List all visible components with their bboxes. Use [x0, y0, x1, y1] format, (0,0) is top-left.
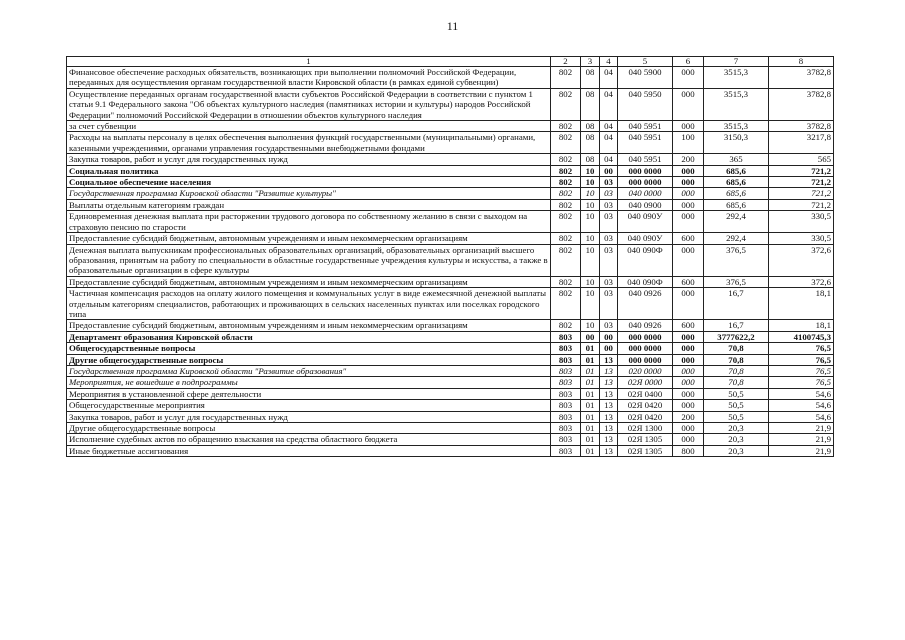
expense-type-code: 600	[673, 276, 704, 287]
item-name: Общегосударственные вопросы	[67, 343, 551, 354]
amount-year-1: 685,6	[704, 165, 769, 176]
item-name: Предоставление субсидий бюджетным, автономным учреждениям и иным некоммерческим организациям	[67, 233, 551, 244]
target-article-code: 000 0000	[618, 354, 673, 365]
table-row	[67, 177, 834, 188]
amount-year-1: 685,6	[704, 188, 769, 199]
admin-code: 802	[551, 67, 581, 89]
expense-type-code: 000	[673, 388, 704, 399]
table-row	[67, 233, 834, 244]
admin-code: 803	[551, 400, 581, 411]
amount-year-2: 330,5	[769, 233, 834, 244]
budget-table	[66, 56, 834, 457]
amount-year-1: 3515,3	[704, 88, 769, 120]
table-row	[67, 244, 834, 276]
item-name: Другие общегосударственные вопросы	[67, 354, 551, 365]
admin-code: 802	[551, 188, 581, 199]
section-code: 10	[581, 177, 600, 188]
expense-type-code: 000	[673, 343, 704, 354]
admin-code: 802	[551, 199, 581, 210]
table-row	[67, 199, 834, 210]
target-article-code: 040 5951	[618, 132, 673, 154]
column-number: 6	[673, 57, 704, 67]
expense-type-code: 000	[673, 88, 704, 120]
section-code: 08	[581, 88, 600, 120]
subsection-code: 03	[600, 211, 618, 233]
subsection-code: 03	[600, 199, 618, 210]
amount-year-1: 50,5	[704, 400, 769, 411]
target-article-code: 02Я 0400	[618, 388, 673, 399]
expense-type-code: 000	[673, 365, 704, 376]
target-article-code: 040 5950	[618, 88, 673, 120]
subsection-code: 03	[600, 244, 618, 276]
admin-code: 803	[551, 411, 581, 422]
section-code: 01	[581, 434, 600, 445]
section-code: 08	[581, 132, 600, 154]
expense-type-code: 000	[673, 188, 704, 199]
section-code: 10	[581, 188, 600, 199]
section-code: 10	[581, 288, 600, 320]
table-row	[67, 211, 834, 233]
admin-code: 802	[551, 276, 581, 287]
amount-year-2: 3217,8	[769, 132, 834, 154]
section-code: 10	[581, 233, 600, 244]
admin-code: 803	[551, 365, 581, 376]
amount-year-1: 292,4	[704, 211, 769, 233]
expense-type-code: 000	[673, 177, 704, 188]
admin-code: 803	[551, 423, 581, 434]
subsection-code: 03	[600, 320, 618, 331]
amount-year-2: 721,2	[769, 177, 834, 188]
subsection-code: 03	[600, 188, 618, 199]
admin-code: 802	[551, 165, 581, 176]
subsection-code: 03	[600, 233, 618, 244]
subsection-code: 00	[600, 165, 618, 176]
subsection-code: 04	[600, 88, 618, 120]
amount-year-2: 54,6	[769, 388, 834, 399]
expense-type-code: 200	[673, 154, 704, 165]
item-name: Мероприятия, не вошедшие в подпрограммы	[67, 377, 551, 388]
section-code: 08	[581, 154, 600, 165]
table-row	[67, 188, 834, 199]
expense-type-code: 600	[673, 320, 704, 331]
admin-code: 803	[551, 377, 581, 388]
table-row	[67, 331, 834, 342]
table-row	[67, 411, 834, 422]
expense-type-code: 000	[673, 211, 704, 233]
amount-year-2: 721,2	[769, 199, 834, 210]
table-row	[67, 276, 834, 287]
item-name: Исполнение судебных актов по обращению взыскания на средства областного бюджета	[67, 434, 551, 445]
expense-type-code: 000	[673, 121, 704, 132]
subsection-code: 13	[600, 423, 618, 434]
table-row	[67, 121, 834, 132]
expense-type-code: 000	[673, 67, 704, 89]
subsection-code: 03	[600, 177, 618, 188]
amount-year-2: 3782,8	[769, 121, 834, 132]
table-row	[67, 388, 834, 399]
item-name: Единовременная денежная выплата при расторжении трудового договора по собственному желанию в связи с выходом на страховую пенсию по старости	[67, 211, 551, 233]
item-name: Расходы на выплаты персоналу в целях обеспечения выполнения функций государственными (муниципальными) органами, казенными учреждениями, органами управления государственными внебюджетными фондами	[67, 132, 551, 154]
section-code: 01	[581, 354, 600, 365]
amount-year-1: 3777622,2	[704, 331, 769, 342]
column-number: 3	[581, 57, 600, 67]
item-name: Закупка товаров, работ и услуг для государственных нужд	[67, 154, 551, 165]
amount-year-2: 21,9	[769, 445, 834, 456]
amount-year-1: 365	[704, 154, 769, 165]
subsection-code: 00	[600, 331, 618, 342]
admin-code: 802	[551, 211, 581, 233]
section-code: 01	[581, 388, 600, 399]
table-row	[67, 88, 834, 120]
target-article-code: 040 5900	[618, 67, 673, 89]
section-code: 00	[581, 331, 600, 342]
admin-code: 802	[551, 132, 581, 154]
admin-code: 803	[551, 354, 581, 365]
target-article-code: 040 0000	[618, 188, 673, 199]
amount-year-2: 721,2	[769, 188, 834, 199]
section-code: 01	[581, 423, 600, 434]
target-article-code: 040 090Ф	[618, 276, 673, 287]
amount-year-1: 50,5	[704, 411, 769, 422]
item-name: Предоставление субсидий бюджетным, автономным учреждениям и иным некоммерческим организациям	[67, 276, 551, 287]
amount-year-1: 376,5	[704, 244, 769, 276]
expense-type-code: 100	[673, 132, 704, 154]
section-code: 08	[581, 67, 600, 89]
target-article-code: 040 5951	[618, 154, 673, 165]
admin-code: 803	[551, 445, 581, 456]
expense-type-code: 800	[673, 445, 704, 456]
subsection-code: 00	[600, 343, 618, 354]
item-name: Мероприятия в установленной сфере деятельности	[67, 388, 551, 399]
amount-year-2: 76,5	[769, 354, 834, 365]
section-code: 10	[581, 320, 600, 331]
amount-year-1: 20,3	[704, 434, 769, 445]
table-row	[67, 365, 834, 376]
table-row	[67, 343, 834, 354]
table-row	[67, 423, 834, 434]
admin-code: 803	[551, 343, 581, 354]
expense-type-code: 000	[673, 400, 704, 411]
item-name: Другие общегосударственные вопросы	[67, 423, 551, 434]
section-code: 01	[581, 445, 600, 456]
subsection-code: 13	[600, 377, 618, 388]
amount-year-2: 18,1	[769, 288, 834, 320]
amount-year-2: 3782,8	[769, 67, 834, 89]
amount-year-1: 16,7	[704, 288, 769, 320]
subsection-code: 03	[600, 288, 618, 320]
amount-year-2: 76,5	[769, 343, 834, 354]
subsection-code: 03	[600, 276, 618, 287]
target-article-code: 040 090У	[618, 233, 673, 244]
item-name: Иные бюджетные ассигнования	[67, 445, 551, 456]
expense-type-code: 000	[673, 377, 704, 388]
amount-year-2: 372,6	[769, 244, 834, 276]
table-row	[67, 132, 834, 154]
admin-code: 802	[551, 233, 581, 244]
subsection-code: 13	[600, 445, 618, 456]
admin-code: 802	[551, 320, 581, 331]
amount-year-2: 21,9	[769, 434, 834, 445]
item-name: Осуществление переданных органам государственной власти субъектов Российской Федерации в соответствии с пунктом 1 статьи 9.1 Федерального закона "Об объектах культурного наследия (памятниках истории и культуры) народов Российской Федерации" полномочий Российской Федерации в отношении объектов культурного наследия	[67, 88, 551, 120]
admin-code: 802	[551, 244, 581, 276]
admin-code: 802	[551, 177, 581, 188]
item-name: Социальное обеспечение населения	[67, 177, 551, 188]
section-code: 01	[581, 343, 600, 354]
admin-code: 802	[551, 121, 581, 132]
table-row	[67, 154, 834, 165]
amount-year-1: 16,7	[704, 320, 769, 331]
subsection-code: 04	[600, 154, 618, 165]
section-code: 01	[581, 377, 600, 388]
target-article-code: 040 0926	[618, 288, 673, 320]
table-row	[67, 354, 834, 365]
amount-year-2: 54,6	[769, 411, 834, 422]
column-number: 2	[551, 57, 581, 67]
amount-year-2: 4100745,3	[769, 331, 834, 342]
section-code: 01	[581, 400, 600, 411]
subsection-code: 13	[600, 388, 618, 399]
subsection-code: 04	[600, 67, 618, 89]
item-name: Закупка товаров, работ и услуг для государственных нужд	[67, 411, 551, 422]
amount-year-2: 372,6	[769, 276, 834, 287]
column-number: 1	[67, 57, 551, 67]
amount-year-2: 3782,8	[769, 88, 834, 120]
section-code: 10	[581, 165, 600, 176]
section-code: 01	[581, 411, 600, 422]
target-article-code: 02Я 0000	[618, 377, 673, 388]
item-name: Государственная программа Кировской области "Развитие образования"	[67, 365, 551, 376]
expense-type-code: 000	[673, 354, 704, 365]
admin-code: 802	[551, 88, 581, 120]
amount-year-2: 21,9	[769, 423, 834, 434]
amount-year-1: 20,3	[704, 423, 769, 434]
table-body	[67, 67, 834, 457]
item-name: Департамент образования Кировской области	[67, 331, 551, 342]
amount-year-1: 70,8	[704, 343, 769, 354]
amount-year-1: 685,6	[704, 199, 769, 210]
item-name: за счет субвенции	[67, 121, 551, 132]
item-name: Предоставление субсидий бюджетным, автономным учреждениям и иным некоммерческим организациям	[67, 320, 551, 331]
table-row	[67, 320, 834, 331]
admin-code: 803	[551, 388, 581, 399]
table-row	[67, 288, 834, 320]
amount-year-1: 3515,3	[704, 121, 769, 132]
table-row	[67, 434, 834, 445]
amount-year-1: 685,6	[704, 177, 769, 188]
target-article-code: 020 0000	[618, 365, 673, 376]
item-name: Частичная компенсация расходов на оплату жилого помещения и коммунальных услуг в виде ежемесячной денежной выплаты отдельным категориям специалистов, работающих и проживающих в сельских населенных пунктах или поселках городского типа	[67, 288, 551, 320]
admin-code: 803	[551, 434, 581, 445]
expense-type-code: 000	[673, 434, 704, 445]
amount-year-2: 565	[769, 154, 834, 165]
table-row	[67, 165, 834, 176]
section-code: 01	[581, 365, 600, 376]
page-number: 11	[446, 19, 459, 33]
expense-type-code: 000	[673, 423, 704, 434]
target-article-code: 040 090У	[618, 211, 673, 233]
item-name: Государственная программа Кировской области "Развитие культуры"	[67, 188, 551, 199]
amount-year-1: 3150,3	[704, 132, 769, 154]
target-article-code: 040 5951	[618, 121, 673, 132]
amount-year-2: 18,1	[769, 320, 834, 331]
target-article-code: 040 0926	[618, 320, 673, 331]
item-name: Денежная выплата выпускникам профессиональных образовательных организаций, образовательных организаций высшего образования, принятым на работу по специальности в областные государственные учреждения культуры и искусства, а также в образовательные организации в сфере культуры	[67, 244, 551, 276]
target-article-code: 02Я 0420	[618, 411, 673, 422]
target-article-code: 02Я 1305	[618, 445, 673, 456]
item-name: Выплаты отдельным категориям граждан	[67, 199, 551, 210]
target-article-code: 02Я 1305	[618, 434, 673, 445]
amount-year-1: 50,5	[704, 388, 769, 399]
column-number: 7	[704, 57, 769, 67]
table-row	[67, 400, 834, 411]
target-article-code: 000 0000	[618, 343, 673, 354]
target-article-code: 000 0000	[618, 177, 673, 188]
expense-type-code: 000	[673, 244, 704, 276]
target-article-code: 000 0000	[618, 331, 673, 342]
table-row	[67, 67, 834, 89]
amount-year-1: 70,8	[704, 365, 769, 376]
section-code: 08	[581, 121, 600, 132]
expense-type-code: 200	[673, 411, 704, 422]
admin-code: 802	[551, 288, 581, 320]
amount-year-2: 330,5	[769, 211, 834, 233]
subsection-code: 13	[600, 365, 618, 376]
amount-year-1: 70,8	[704, 377, 769, 388]
subsection-code: 04	[600, 121, 618, 132]
subsection-code: 13	[600, 400, 618, 411]
amount-year-1: 376,5	[704, 276, 769, 287]
column-number: 5	[618, 57, 673, 67]
section-code: 10	[581, 244, 600, 276]
column-number: 4	[600, 57, 618, 67]
section-code: 10	[581, 276, 600, 287]
target-article-code: 02Я 0420	[618, 400, 673, 411]
column-number-row	[67, 57, 834, 67]
amount-year-2: 76,5	[769, 377, 834, 388]
expense-type-code: 000	[673, 331, 704, 342]
target-article-code: 000 0000	[618, 165, 673, 176]
admin-code: 802	[551, 154, 581, 165]
subsection-code: 04	[600, 132, 618, 154]
amount-year-2: 721,2	[769, 165, 834, 176]
item-name: Финансовое обеспечение расходных обязательств, возникающих при выполнении полномочий Российской Федерации, переданных для осуществления органам государственной власти Кировской области (в рамках единой субвенции)	[67, 67, 551, 89]
item-name: Социальная политика	[67, 165, 551, 176]
amount-year-1: 292,4	[704, 233, 769, 244]
expense-type-code: 000	[673, 199, 704, 210]
amount-year-2: 76,5	[769, 365, 834, 376]
section-code: 10	[581, 199, 600, 210]
amount-year-2: 54,6	[769, 400, 834, 411]
target-article-code: 02Я 1300	[618, 423, 673, 434]
expense-type-code: 000	[673, 165, 704, 176]
expense-type-code: 000	[673, 288, 704, 320]
target-article-code: 040 0900	[618, 199, 673, 210]
table-row	[67, 445, 834, 456]
amount-year-1: 70,8	[704, 354, 769, 365]
item-name: Общегосударственные мероприятия	[67, 400, 551, 411]
amount-year-1: 20,3	[704, 445, 769, 456]
table-row	[67, 377, 834, 388]
target-article-code: 040 090Ф	[618, 244, 673, 276]
admin-code: 803	[551, 331, 581, 342]
amount-year-1: 3515,3	[704, 67, 769, 89]
subsection-code: 13	[600, 434, 618, 445]
subsection-code: 13	[600, 354, 618, 365]
column-number: 8	[769, 57, 834, 67]
subsection-code: 13	[600, 411, 618, 422]
expense-type-code: 600	[673, 233, 704, 244]
section-code: 10	[581, 211, 600, 233]
